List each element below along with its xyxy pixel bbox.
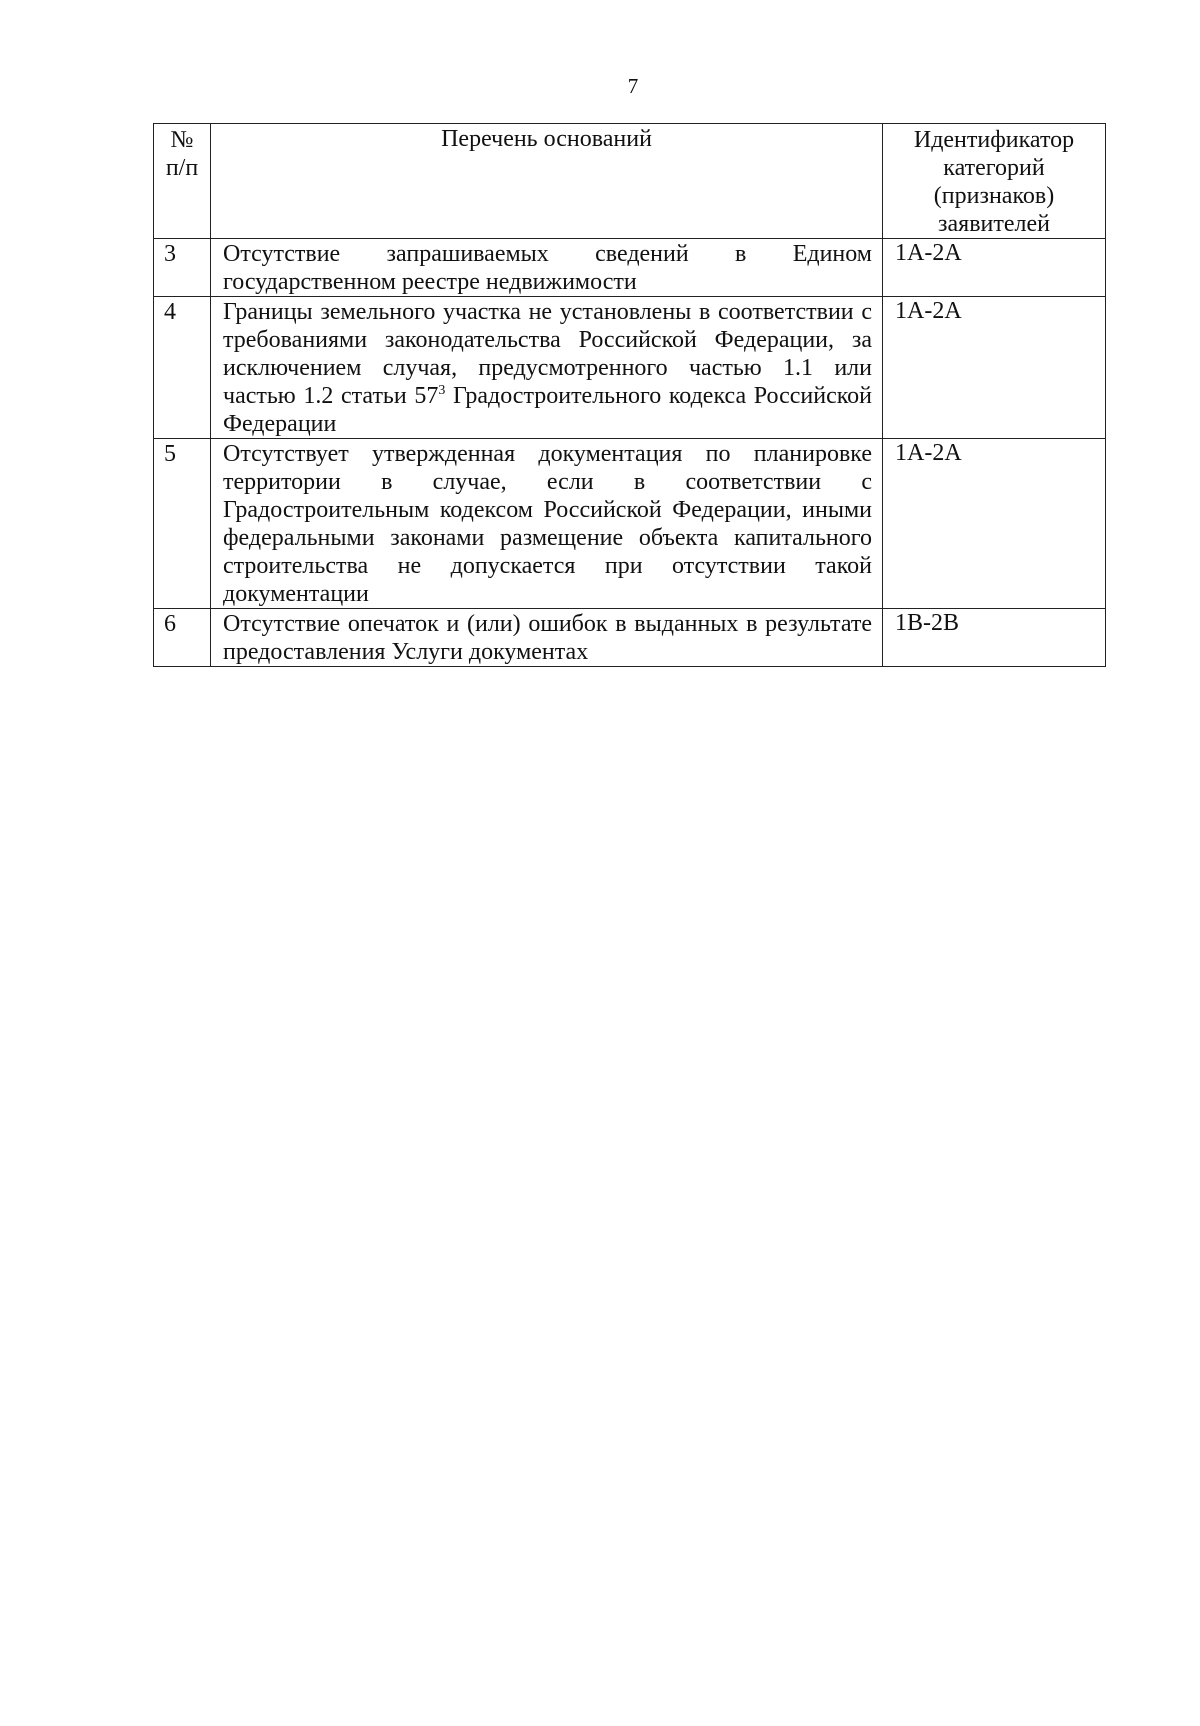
header-identifier-line: заявителей (938, 211, 1050, 237)
table-row (154, 439, 1106, 609)
row-identifier: 1А-2А (883, 439, 1106, 609)
header-identifier-line: (признаков) (933, 183, 1055, 209)
row-number: 4 (154, 297, 211, 439)
header-identifier-line: категорий (943, 155, 1045, 181)
table-header-row (154, 124, 1106, 239)
row-reason-text: Отсутствует утвержденная документация по планировке территории в случае, если в соответствии с Градостроительным кодексом Российской Федерации, иными федеральными законами размещение объекта капитального строительства не допускается при отсутствии такой документации (211, 439, 883, 609)
row-identifier: 1А-2А (883, 297, 1106, 439)
row-reason-superscript: 3 (438, 383, 446, 398)
row-number: 5 (154, 439, 211, 609)
header-reasons: Перечень оснований (211, 124, 883, 239)
header-number-symbol: № (170, 127, 194, 153)
row-reason-text-part: Градостроительного кодекса Российской Федерации (223, 383, 872, 437)
row-reason-text: Отсутствие опечаток и (или) ошибок в выданных в результате предоставления Услуги документах (211, 609, 883, 667)
row-number: 6 (154, 609, 211, 667)
row-reason-text-part: Границы земельного участка не установлены в соответствии с требованиями законодательства Российской Федерации, за исключением случая, предусмотренного частью 1.1 или частью 1.2 статьи 57 (223, 299, 872, 409)
page-number: 7 (627, 74, 639, 98)
table-row (154, 239, 1106, 297)
row-reason-text (211, 297, 883, 439)
header-number (154, 124, 211, 239)
table-row (154, 609, 1106, 667)
table-row (154, 297, 1106, 439)
header-identifier (883, 124, 1106, 239)
row-identifier: 1В-2В (883, 609, 1106, 667)
row-identifier: 1А-2А (883, 239, 1106, 297)
row-reason-text: Отсутствие запрашиваемых сведений в Едином государственном реестре недвижимости (211, 239, 883, 297)
header-identifier-line: Идентификатор (913, 127, 1075, 153)
header-number-abbrev: п/п (165, 155, 199, 181)
row-number: 3 (154, 239, 211, 297)
grounds-table (153, 123, 1106, 667)
